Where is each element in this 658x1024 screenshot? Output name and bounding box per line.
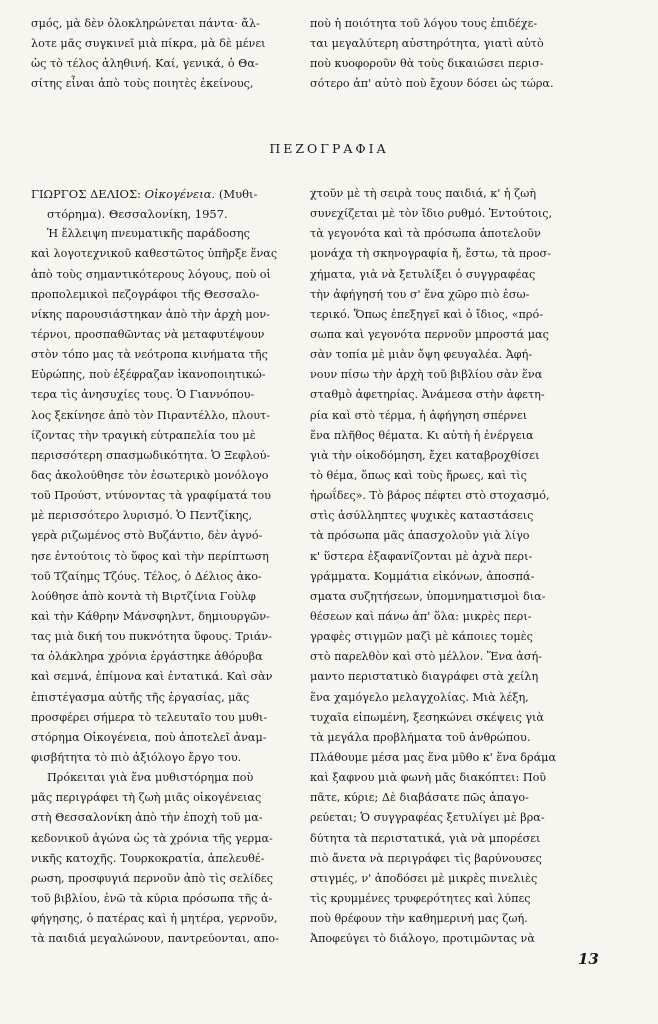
text-line: τὰ πρόσωπα μᾶς ἀπασχολοῦν γιὰ λίγο [310,529,530,543]
text-line: δας ἀκολούθησε τὸν ἐσωτερικὸ μονόλογο [31,468,269,482]
text-line: ρωση, προσφυγιά περνοῦν ἀπὸ τὶς σελίδες [31,871,273,885]
text-line: φισβήτητα τὸ πιὸ ἀξιόλογο ἔργο του. [31,750,242,764]
text-line: τὰ γεγονότα καὶ τὰ πρόσωπα ἀποτελοῦν [310,227,541,241]
text-line: γιὰ τὴν οἰκοδόμηση, ἔχει καταβροχθίσει [310,448,540,462]
text-line: καὶ ξαφνου μιὰ φωνὴ μᾶς διακόπτει: Ποῦ [310,771,547,785]
text-line: στιγμές, ν' ἀποδόσει μὲ μικρὲς πινελιὲς [310,871,538,885]
text-line: τερικό. Ὅπως ἐπεξηγεῖ καὶ ὁ ἴδιος, «πρό- [310,307,544,321]
text-line: καὶ λογοτεχνικοῦ καθεστῶτος ὑπῆρξε ἕνας [31,247,278,261]
book-genre-open: (Μυθι- [218,187,258,201]
section-heading: ΠΕΖΟΓΡΑΦΙΑ [269,141,389,156]
book-title: Οἰκογένεια. [144,187,216,201]
text-line: Ἡ ἔλλειψη πνευματικῆς παράδοσης [47,227,250,241]
right-column [310,184,605,949]
text-line: στόρημα Οἰκογένεια, ποὺ ἀποτελεῖ ἀναμ- [31,730,267,744]
text-line: γερὰ ριζωμένος στὸ Βυζάντιο, δὲν ἀγνό- [31,529,263,543]
text-line: ἡρωΐδες». Τὸ βάρος πέφτει στὸ στοχασμό, [310,489,550,503]
text-line: στὸν τόπο μας τὰ νεότροπα κινήματα τῆς [31,348,268,362]
text-line: νουν πίσω τὴν ἀρχὴ τοῦ βιβλίου σὰν ἕνα [310,368,543,382]
text-line: πᾶτε, κύριε; Δὲ διαβάσατε πῶς ἀπαγο- [310,791,529,805]
text-line: νικῆς κατοχῆς. Τουρκοκρατία, ἀπελευθέ- [31,851,265,865]
text-line: στὶς ἀσύλληπτες ψυχικὲς καταστάσεις [310,509,534,523]
text-line: σὰν τοπία μὲ μιὰν ὄψη φευγαλέα. Ἀφή- [310,348,533,362]
text-line: σταθμὸ ἀφετηρίας. Ἀνάμεσα στὴν ἀφετη- [310,388,545,402]
text-line: ὡς τὸ τέλος ἀληθινή. Καί, γενικά, ὁ Θα- [31,57,259,71]
book-header-line-1 [31,184,301,204]
text-line: δύτητα τὰ περιστατικά, γιὰ νὰ μπορέσει [310,831,541,845]
text-line: σματα συζητήσεων, ὑπομνηματισμοὶ δια- [310,589,546,603]
text-line: κ' ὕστερα ἐξαφανίζονται μὲ ἀχνὰ περι- [310,549,533,563]
text-line: τέρνοι, προσπαθῶντας νὰ μεταφυτέψουν [31,327,265,341]
text-line: συνεχίζεται μὲ τὸν ἴδιο ρυθμό. Ἐντούτοις, [310,207,553,221]
text-line: θέσεων καὶ πάνω ἀπ' ὅλα: μικρὲς περι- [310,609,532,623]
left-column [31,184,301,949]
text-line: μᾶς περιγράφει τὴ ζωὴ μιᾶς οἰκογένειας [31,791,262,805]
text-line: λος ξεκίνησε ἀπὸ τὸν Πιραντέλλο, πλουτ- [31,408,270,422]
text-line: τὰ μεγάλα προβλήματα τοῦ ἀνθρώπου. [310,730,531,744]
page-number: 13 [578,950,599,968]
text-line: τὸ θέμα, ὅπως καὶ τοὺς ἥρωες, καὶ τὶς [310,468,527,482]
text-line: τοῦ Προύστ, ντύνοντας τὰ γραφίματά του [31,489,271,503]
text-line: ποὺ ἡ ποιότητα τοῦ λόγου τους ἐπιδέχε- [310,17,538,30]
text-line: γράμματα. Κομμάτια εἰκόνων, ἀποσπά- [310,569,535,583]
text-line: ίζοντας τὴν τραγικὴ εὐτραπελία του μὲ [31,428,256,442]
text-line: σίτης εἶναι ἀπὸ τοὺς ποιητὲς ἐκείνους, [31,77,254,91]
text-line: στὴ Θεσσαλονίκη ἀπὸ τὴν ἐποχὴ τοῦ μα- [31,811,263,825]
text-line: τα ὁλάκληρα χρόνια ἐργάστηκε ἀθόρυβα [31,650,263,664]
text-line: ρεύεται; Ὁ συγγραφέας ξετυλίγει μὲ βρα- [310,811,545,825]
text-line: πιὸ ἄνετα νὰ περιγράφει τὶς βαρύνουσες [310,851,542,865]
text-line: μὲ περισσότερο λυρισμό. Ὁ Πεντζίκης, [31,509,253,523]
text-line: λοτε μᾶς συγκινεῖ μιὰ πίκρα, μὰ δὲ μένει [31,37,266,51]
text-line: ησε ἐντούτοις τὸ ὕφος καὶ τὴν περίπτωση [31,549,269,563]
text-line: τὴν ἀφήγησή του σ' ἕνα χῶρο πιὸ ἐσω- [310,287,530,301]
text-line: τυχαῖα εἰπωμένη, ξεσηκώνει σκέψεις γιὰ [310,710,544,724]
text-line: νίκης παρουσιάστηκαν ἀπὸ τὴν ἀρχὴ μον- [31,307,270,321]
book-header-line-2: στόρημα). Θεσσαλονίκη, 1957. [47,207,228,222]
text-line: Πλάθουμε μέσα μας ἕνα μῦθο κ' ἕνα δράμα [310,750,557,764]
text-line: Ἀποφεύγει τὸ διάλογο, προτιμῶντας νὰ [310,932,535,946]
text-line: τας μιὰ δική του πυκνότητα ὕφους. Τριάν- [31,630,272,644]
text-line: σμός, μὰ δὲν ὁλοκληρώνεται πάντα· ἄλ- [31,17,260,30]
text-line: γραφὲς στιγμῶν μαζὶ μὲ κάποιες τομὲς [310,630,533,644]
text-line: ται μεγαλύτερη αὐστηρότητα, γιατὶ αὐτὸ [310,37,544,51]
text-line: Εὐρώπης, ποὺ ἐξέφραζαν ἱκανοποιητικώ- [31,368,266,382]
text-line: ἕνα χαμόγελο μελαγχολίας. Μιὰ λέξη, [310,690,529,704]
text-line: ποὺ κυοφοροῦν θὰ τοὺς δικαιώσει περισ- [310,57,544,71]
text-line: φήγησης, ὁ πατέρας καὶ ἡ μητέρα, γερνοῦν, [31,912,278,926]
text-line: σότερο ἀπ' αὐτὸ ποὺ ἔχουν δόσει ὡς τώρα. [310,77,554,91]
text-line: περισσότερη σπασμωδικότητα. Ὁ Ξεφλού- [31,448,271,462]
text-line: Πρόκειται γιὰ ἕνα μυθιστόρημα ποὺ [47,771,254,785]
text-line: προπολεμικοὶ πεζογράφοι τῆς Θεσσαλο- [31,287,260,301]
text-line: λούθησε ἀπὸ κοντὰ τὴ Βιρτζίνια Γοὺλφ [31,589,256,603]
text-line: ἐπιστέγασμα αὐτῆς τῆς ἐργασίας, μᾶς [31,690,250,704]
top-left-column [31,14,301,95]
text-line: καὶ τὴν Κάθρην Μάνσφηλντ, δημιουργῶν- [31,609,270,623]
text-line: τὶς κρυμμένες τρυφερότητες καὶ λύπες [310,891,531,905]
text-line: τερα τὶς ἀνησυχίες τους. Ὁ Γιαννόπου- [31,388,255,402]
text-line: σωπα καὶ γεγονότα περνοῦν μπροστά μας [310,327,549,341]
text-line: τοῦ Τζαίημς Τζόυς. Τέλος, ὁ Δέλιος ἀκο- [31,569,262,583]
text-line: προσφέρει σήμερα τὸ τελευταῖο του μυθι- [31,710,268,724]
text-line: τοῦ βιβλίου, ἐνῶ τὰ κύρια πρόσωπα τῆς ἀ- [31,891,273,905]
text-line: ἀπὸ τοὺς σημαντικότερους λόγους, ποὺ οἱ [31,267,271,281]
book-author: ΓΙΩΡΓΟΣ ΔΕΛΙΟΣ: [31,187,141,201]
text-line: καὶ σεμνά, ἐπίμονα καὶ ἐντατικά. Καὶ σὰν [31,670,273,684]
text-line: μονάχα τὴ σκηνογραφία ἤ, ἔστω, τὰ προσ- [310,247,551,261]
left-column-body [31,224,301,949]
text-line: ἕνα πλῆθος θέματα. Κι αὐτὴ ἡ ἐνέργεια [310,428,534,442]
text-line: χτοῦν μὲ τὴ σειρὰ τους παιδιά, κ' ἡ ζωὴ [310,187,537,200]
text-line: μαντο περιστατικὸ διαγράφει στὰ χείλη [310,670,539,684]
text-line: κεδονικοῦ ἀγώνα ὡς τὰ χρόνια τῆς γερμα- [31,831,273,845]
top-right-column [310,14,605,95]
text-line: ποὺ θρέφουν τὴν καθημερινή μας ζωή. [310,912,528,926]
text-line: χήματα, γιὰ νὰ ξετυλίξει ὁ συγγραφέας [310,267,536,281]
text-line: τὰ παιδιά μεγαλώνουν, παντρεύονται, απο- [31,932,279,946]
text-line: στὸ παρελθὸν καὶ στὸ μέλλον. Ἕνα ἀσή- [310,650,542,664]
text-line: ρία καὶ στὸ τέρμα, ἡ ἀφήγηση σπέρνει [310,408,528,422]
